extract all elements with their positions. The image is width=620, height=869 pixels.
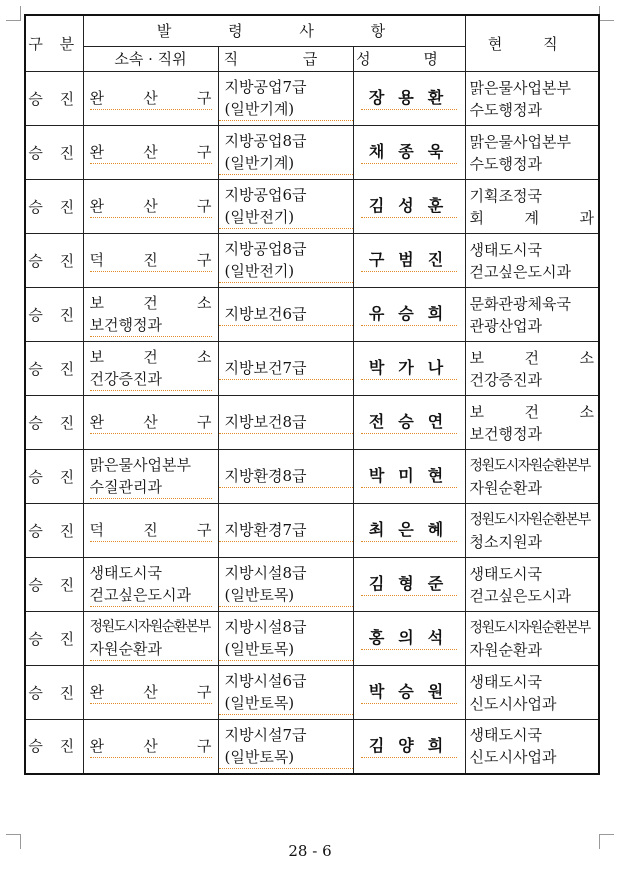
current-position-line: 보 건 소: [469, 348, 595, 367]
department-line: 완 산 구: [90, 195, 212, 218]
header-seongmyeong: 성 명: [353, 47, 465, 72]
table-row: [25, 126, 599, 180]
row-department: [83, 558, 218, 612]
current-position-line: 걷고싶은도시과: [469, 586, 571, 605]
table-body: [25, 72, 599, 774]
row-gubun: 승 진: [25, 72, 83, 126]
table-row: [25, 666, 599, 720]
current-position-line: 관광산업과: [469, 316, 542, 335]
row-name-cell: [353, 720, 465, 774]
table-row: [25, 180, 599, 234]
row-name-cell: [353, 558, 465, 612]
row-gubun: 승 진: [25, 396, 83, 450]
grade-line: 지방공업7급: [224, 78, 307, 96]
row-gubun: 승 진: [25, 504, 83, 558]
current-position-line: 건강증진과: [469, 370, 542, 389]
grade-line: (일반기계): [219, 98, 353, 121]
row-grade: [218, 180, 353, 234]
row-current-position: [465, 288, 599, 342]
person-name: 장용환: [361, 87, 457, 110]
department-line: 완 산 구: [90, 735, 212, 758]
row-current-position: [465, 666, 599, 720]
header-balryeong: 발 령 사 항: [83, 15, 465, 47]
department-line: 완 산 구: [90, 411, 212, 434]
crop-mark-top-right: [599, 6, 614, 21]
person-name: 홍의석: [361, 627, 457, 650]
person-name: 김형준: [361, 573, 457, 596]
table-row: [25, 612, 599, 666]
current-position-line: 보건행정과: [469, 424, 542, 443]
department-line: 걷고싶은도시과: [90, 584, 212, 607]
grade-line: 지방환경8급: [219, 465, 353, 488]
row-grade: [218, 126, 353, 180]
row-name-cell: [353, 396, 465, 450]
current-position-line: 문화관광체육국: [469, 294, 571, 313]
current-position-line: 정원도시자원순환본부: [469, 511, 590, 528]
grade-line: (일반토목): [219, 638, 353, 661]
row-gubun: 승 진: [25, 342, 83, 396]
row-department: [83, 612, 218, 666]
header-jikgeup: 직 급: [218, 47, 353, 72]
grade-line: 지방공업8급: [224, 132, 307, 150]
row-current-position: [465, 342, 599, 396]
table-row: [25, 558, 599, 612]
current-position-line: 생태도시국: [469, 564, 542, 583]
grade-line: (일반토목): [219, 746, 353, 769]
row-grade: [218, 288, 353, 342]
row-grade: [218, 612, 353, 666]
row-department: [83, 450, 218, 504]
current-position-line: 자원순환과: [469, 478, 542, 497]
current-position-line: 수도행정과: [469, 154, 542, 173]
grade-line: 지방보건6급: [219, 303, 353, 326]
person-name: 전승연: [361, 411, 457, 434]
row-grade: [218, 234, 353, 288]
row-current-position: [465, 180, 599, 234]
person-name: 유승희: [361, 303, 457, 326]
row-current-position: [465, 612, 599, 666]
row-gubun: 승 진: [25, 450, 83, 504]
row-current-position: [465, 396, 599, 450]
department-line: 보 건 소: [89, 294, 212, 312]
row-name-cell: [353, 72, 465, 126]
table-row: [25, 450, 599, 504]
row-department: [83, 396, 218, 450]
current-position-line: 회 계 과: [469, 208, 595, 227]
table-row: [25, 396, 599, 450]
department-line: 완 산 구: [90, 87, 212, 110]
person-name: 채종욱: [361, 141, 457, 164]
current-position-line: 보 건 소: [469, 402, 595, 421]
current-position-line: 기획조정국: [469, 186, 542, 205]
row-grade: [218, 72, 353, 126]
department-line: 완 산 구: [90, 681, 212, 704]
grade-line: (일반토목): [219, 692, 353, 715]
current-position-line: 정원도시자원순환본부: [469, 619, 590, 636]
row-grade: [218, 396, 353, 450]
current-position-line: 생태도시국: [469, 672, 542, 691]
row-department: [83, 504, 218, 558]
person-name: 구범진: [361, 249, 457, 272]
grade-line: 지방환경7급: [219, 519, 353, 542]
row-name-cell: [353, 612, 465, 666]
row-department: [83, 342, 218, 396]
row-department: [83, 288, 218, 342]
row-current-position: [465, 450, 599, 504]
person-name: 김양희: [361, 735, 457, 758]
current-position-line: 신도시사업과: [469, 694, 557, 713]
current-position-line: 수도행정과: [469, 100, 542, 119]
current-position-line: 맑은물사업본부: [469, 132, 571, 151]
row-department: [83, 666, 218, 720]
row-department: [83, 126, 218, 180]
row-department: [83, 234, 218, 288]
grade-line: 지방보건8급: [219, 411, 353, 434]
row-gubun: 승 진: [25, 612, 83, 666]
row-grade: [218, 450, 353, 504]
department-line: 덕 진 구: [90, 519, 212, 542]
row-grade: [218, 558, 353, 612]
grade-line: 지방공업6급: [224, 186, 307, 204]
row-gubun: 승 진: [25, 234, 83, 288]
person-name: 박가나: [361, 357, 457, 380]
row-name-cell: [353, 126, 465, 180]
row-name-cell: [353, 666, 465, 720]
row-current-position: [465, 504, 599, 558]
row-gubun: 승 진: [25, 288, 83, 342]
table-row: [25, 72, 599, 126]
grade-line: 지방시설6급: [224, 672, 307, 690]
department-line: 건강증진과: [90, 368, 212, 391]
person-name: 김성훈: [361, 195, 457, 218]
department-line: 보 건 소: [89, 348, 212, 366]
current-position-line: 정원도시자원순환본부: [469, 457, 590, 474]
current-position-line: 청소지원과: [469, 532, 542, 551]
department-line: 수질관리과: [90, 476, 212, 499]
row-name-cell: [353, 180, 465, 234]
row-name-cell: [353, 504, 465, 558]
row-department: [83, 72, 218, 126]
table-row: [25, 288, 599, 342]
row-grade: [218, 720, 353, 774]
row-gubun: 승 진: [25, 180, 83, 234]
current-position-line: 신도시사업과: [469, 748, 557, 767]
department-line: 완 산 구: [90, 141, 212, 164]
row-grade: [218, 504, 353, 558]
row-name-cell: [353, 450, 465, 504]
department-line: 덕 진 구: [90, 249, 212, 272]
row-current-position: [465, 126, 599, 180]
row-current-position: [465, 558, 599, 612]
grade-line: 지방보건7급: [219, 357, 353, 380]
row-gubun: 승 진: [25, 126, 83, 180]
header-sosok: 소속 · 직위: [83, 47, 218, 72]
person-name: 박승원: [361, 681, 457, 704]
row-current-position: [465, 720, 599, 774]
page-number: 28 - 6: [288, 842, 332, 860]
row-department: [83, 180, 218, 234]
grade-line: 지방시설8급: [224, 618, 307, 636]
current-position-line: 자원순환과: [469, 640, 542, 659]
grade-line: (일반기계): [219, 152, 353, 175]
crop-mark-top-left: [6, 6, 21, 21]
header-hyeonjik: 현 직: [465, 15, 599, 72]
row-department: [83, 720, 218, 774]
current-position-line: 생태도시국: [469, 726, 542, 745]
row-current-position: [465, 72, 599, 126]
department-line: 정원도시자원순환본부: [89, 619, 210, 635]
current-position-line: 생태도시국: [469, 240, 542, 259]
department-line: 생태도시국: [89, 564, 162, 582]
row-grade: [218, 342, 353, 396]
grade-line: 지방공업8급: [224, 240, 307, 258]
table-row: [25, 342, 599, 396]
row-current-position: [465, 234, 599, 288]
row-gubun: 승 진: [25, 666, 83, 720]
grade-line: 지방시설7급: [224, 725, 307, 744]
department-line: 보건행정과: [90, 314, 212, 337]
table-row: [25, 504, 599, 558]
grade-line: (일반토목): [219, 584, 353, 607]
header-gubun: 구 분: [25, 15, 83, 72]
grade-line: (일반전기): [219, 260, 353, 283]
row-name-cell: [353, 342, 465, 396]
department-line: 자원순환과: [90, 638, 212, 661]
person-name: 박미현: [361, 465, 457, 488]
current-position-line: 걷고싶은도시과: [469, 262, 571, 281]
row-name-cell: [353, 288, 465, 342]
table-row: [25, 720, 599, 774]
personnel-table: [24, 14, 600, 775]
grade-line: 지방시설8급: [224, 564, 307, 582]
table-row: [25, 234, 599, 288]
row-gubun: 승 진: [25, 720, 83, 774]
person-name: 최은혜: [361, 519, 457, 542]
grade-line: (일반전기): [219, 206, 353, 229]
row-name-cell: [353, 234, 465, 288]
row-gubun: 승 진: [25, 558, 83, 612]
row-grade: [218, 666, 353, 720]
department-line: 맑은물사업본부: [89, 456, 191, 474]
current-position-line: 맑은물사업본부: [469, 78, 571, 97]
